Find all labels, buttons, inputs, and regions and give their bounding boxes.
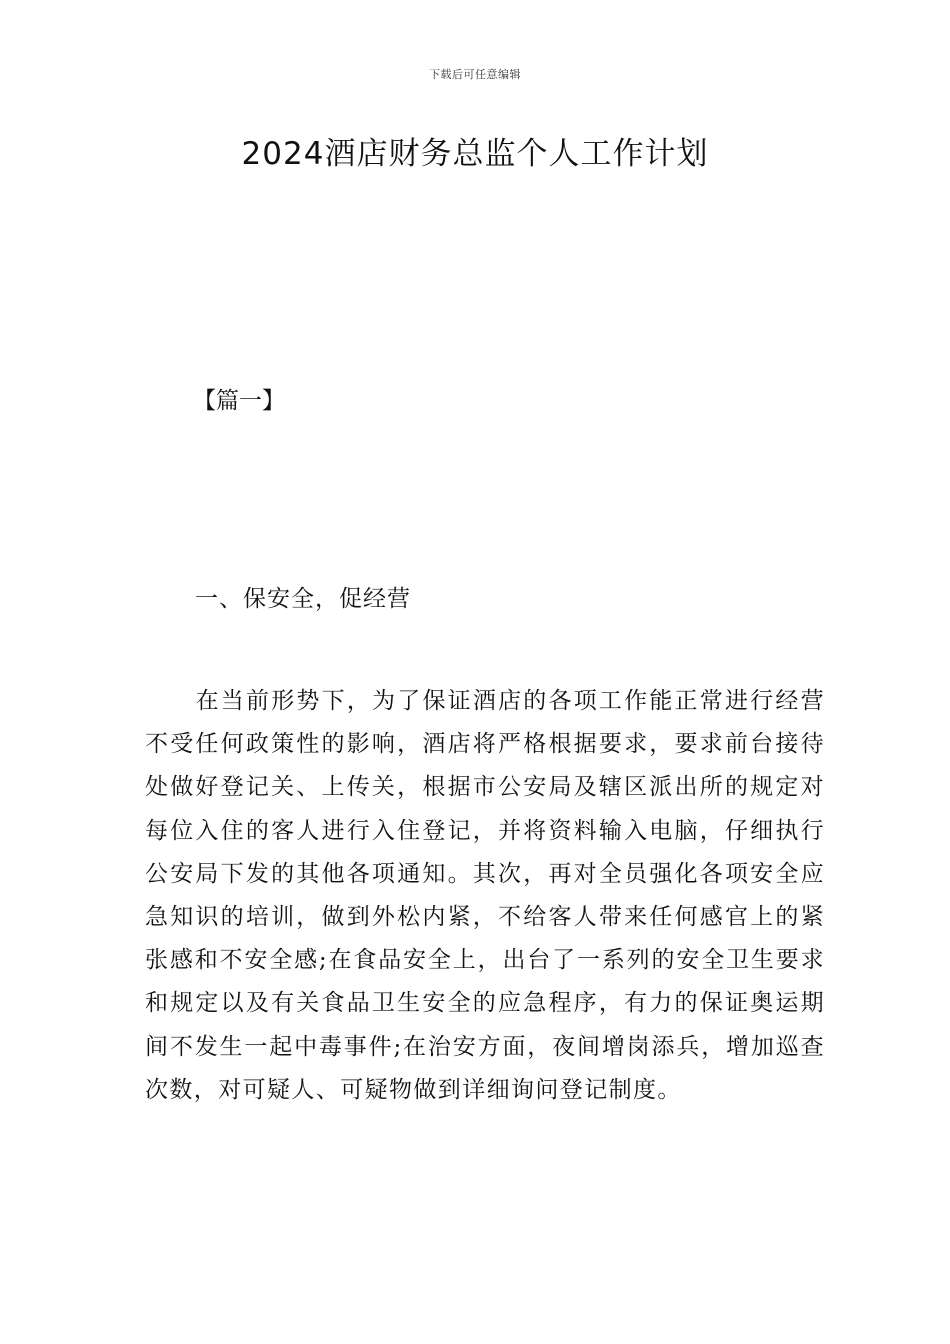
part-label: 【篇一】 — [193, 388, 285, 414]
document-title: 2024酒店财务总监个人工作计划 — [241, 136, 709, 172]
header-note: 下载后可任意编辑 — [429, 68, 521, 81]
body-paragraph: 在当前形势下，为了保证酒店的各项工作能正常进行经营不受任何政策性的影响，酒店将严格根据要求，要求前台接待处做好登记关、上传关，根据市公安局及辖区派出所的规定对每位入住的客人进行入住登记，并将资料输入电脑，仔细执行公安局下发的其他各项通知。其次，再对全员强化各项安全应急知识的培训，做到外松内紧，不给客人带来任何感官上的紧张感和不安全感;在食品安全上，出台了一系列的安全卫生要求和规定以及有关食品卫生安全的应急程序，有力的保证奥运期间不发生一起中毒事件;在治安方面，夜间增岗添兵，增加巡查次数，对可疑人、可疑物做到详细询问登记制度。 — [145, 688, 825, 1103]
section-heading: 一、保安全，促经营 — [195, 586, 411, 612]
